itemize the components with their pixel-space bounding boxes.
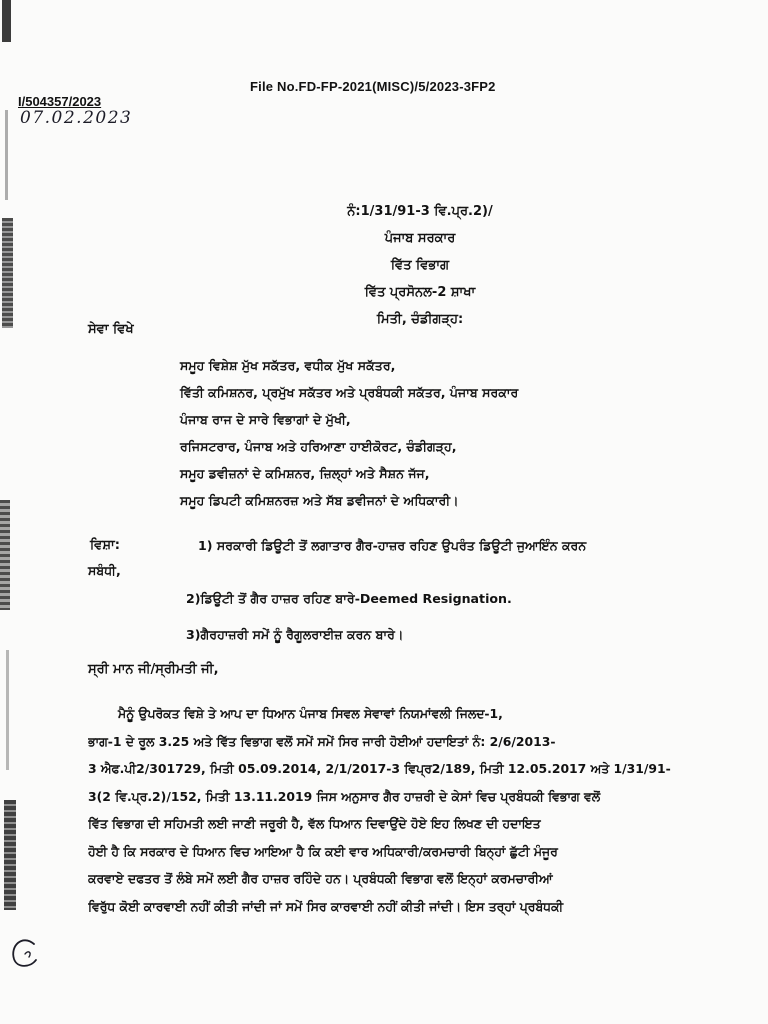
reference-number: ਨੰ:1/31/91-3 ਵਿ.ਪ੍ਰ.2)/ <box>347 204 493 219</box>
subject-item-1: 1) ਸਰਕਾਰੀ ਡਿਊਟੀ ਤੋਂ ਲਗਾਤਾਰ ਗੈਰ-ਹਾਜ਼ਰ ਰਹਿਣ ਉਪਰੰਤ ਡਿਊਟੀ ਜੁਆਇੰਨ ਕਰਨ <box>198 538 587 553</box>
body-line: ਵਿੱਤ ਵਿਭਾਗ ਦੀ ਸਹਿਮਤੀ ਲਈ ਜਾਣੀ ਜਰੂਰੀ ਹੈ, ਵੱਲ ਧਿਆਨ ਦਿਵਾਉਂਦੇ ਹੋਏ ਇਹ ਲਿਖਣ ਦੀ ਹਦਾਇਤ <box>88 816 541 831</box>
addressee-line: ਸਮੂਹ ਵਿਸ਼ੇਸ਼ ਮੁੱਖ ਸਕੱਤਰ, ਵਧੀਕ ਮੁੱਖ ਸਕੱਤਰ, <box>180 358 396 373</box>
department-name: ਵਿੱਤ ਵਿਭਾਗ <box>390 258 450 273</box>
subject-item-3: 3)ਗੈਰਹਾਜ਼ਰੀ ਸਮੇਂ ਨੂੰ ਰੈਗੂਲਰਾਈਜ਼ ਕਰਨ ਬਾਰੇ। <box>186 627 404 642</box>
scan-edge-mark <box>2 218 13 328</box>
seva-vikhe-label: ਸੇਵਾ ਵਿਖੇ <box>88 322 134 337</box>
scan-edge-mark <box>4 800 16 910</box>
handwritten-date: 07.02.2023 <box>20 108 133 128</box>
addressee-list <box>180 352 518 514</box>
salutation: ਸ੍ਰੀ ਮਾਨ ਜੀ/ਸ੍ਰੀਮਤੀ ਜੀ, <box>88 662 219 677</box>
inward-number: I/504357/2023 <box>18 94 102 109</box>
body-paragraph <box>88 700 700 920</box>
scan-edge-mark <box>6 650 9 770</box>
subject-item-2: 2)ਡਿਊਟੀ ਤੋਂ ਗੈਰ ਹਾਜ਼ਰ ਰਹਿਣ ਬਾਰੇ-Deemed Resignation. <box>186 591 512 606</box>
body-line: 3 ਐਫ.ਪੀ2/301729, ਮਿਤੀ 05.09.2014, 2/1/2017-3 ਵਿਪ੍ਰ2/189, ਮਿਤੀ 12.05.2017 ਅਤੇ 1/31/91- <box>88 761 671 776</box>
government-name: ਪੰਜਾਬ ਸਰਕਾਰ <box>384 231 456 246</box>
body-line: ਵਿਰੁੱਧ ਕੋਈ ਕਾਰਵਾਈ ਨਹੀਂ ਕੀਤੀ ਜਾਂਦੀ ਜਾਂ ਸਮੇਂ ਸਿਰ ਕਾਰਵਾਈ ਨਹੀਂ ਕੀਤੀ ਜਾਂਦੀ। ਇਸ ਤਰ੍ਹਾਂ ਪ੍ਰਬੰਧਕੀ <box>88 898 564 914</box>
body-line: ਕਰਵਾਏ ਦਫਤਰ ਤੋਂ ਲੰਬੇ ਸਮੇਂ ਲਈ ਗੈਰ ਹਾਜ਼ਰ ਰਹਿੰਦੇ ਹਨ। ਪ੍ਰਬੰਧਕੀ ਵਿਭਾਗ ਵਲੋਂ ਇਨ੍ਹਾਂ ਕਰਮਚਾਰੀਆਂ <box>88 871 553 886</box>
scan-edge-mark <box>0 500 10 610</box>
addressee-line: ਸਮੂਹ ਡਵੀਜ਼ਨਾਂ ਦੇ ਕਮਿਸ਼ਨਰ, ਜ਼ਿਲ੍ਹਾਂ ਅਤੇ ਸੈਸ਼ਨ ਜੱਜ, <box>180 466 430 481</box>
scan-edge-mark <box>5 110 8 200</box>
body-line: ਭਾਗ-1 ਦੇ ਰੂਲ 3.25 ਅਤੇ ਵਿੱਤ ਵਿਭਾਗ ਵਲੋਂ ਸਮੇਂ ਸਮੇਂ ਸਿਰ ਜਾਰੀ ਹੋਈਆਂ ਹਦਾਇਤਾਂ ਨੰ: 2/6/2013- <box>88 733 556 749</box>
subject-item-1-continuation: ਸਬੰਧੀ, <box>88 563 121 578</box>
file-number: File No.FD-FP-2021(MISC)/5/2023-3FP2 <box>250 79 496 94</box>
handwritten-initial-icon <box>8 932 42 972</box>
scan-edge-mark <box>2 0 11 42</box>
addressee-line: ਰਜਿਸਟਰਾਰ, ਪੰਜਾਬ ਅਤੇ ਹਰਿਆਣਾ ਹਾਈਕੋਰਟ, ਚੰਡੀਗੜ੍ਹ, <box>180 439 457 454</box>
body-line: ਹੋਈ ਹੈ ਕਿ ਸਰਕਾਰ ਦੇ ਧਿਆਨ ਵਿਚ ਆਇਆ ਹੈ ਕਿ ਕਈ ਵਾਰ ਅਧਿਕਾਰੀ/ਕਰਮਚਾਰੀ ਬਿਨ੍ਹਾਂ ਛੁੱਟੀ ਮੰਜੂਰ <box>88 843 558 859</box>
addressee-line: ਵਿੱਤੀ ਕਮਿਸ਼ਨਰ, ਪ੍ਰਮੁੱਖ ਸਕੱਤਰ ਅਤੇ ਪ੍ਰਬੰਧਕੀ ਸਕੱਤਰ, ਪੰਜਾਬ ਸਰਕਾਰ <box>180 385 519 400</box>
addressee-line: ਪੰਜਾਬ ਰਾਜ ਦੇ ਸਾਰੇ ਵਿਭਾਗਾਂ ਦੇ ਮੁੱਖੀ, <box>180 412 351 427</box>
letter-header <box>310 198 530 333</box>
addressee-line: ਸਮੂਹ ਡਿਪਟੀ ਕਮਿਸ਼ਨਰਜ਼ ਅਤੇ ਸੱਬ ਡਵੀਜਨਾਂ ਦੇ ਅਧਿਕਾਰੀ। <box>180 493 459 508</box>
date-place: ਮਿਤੀ, ਚੰਡੀਗੜ੍ਹ: <box>376 312 464 327</box>
branch-name: ਵਿੱਤ ਪ੍ਰਸੋਨਲ-2 ਸ਼ਾਖਾ <box>364 285 476 300</box>
body-line: 3(2 ਵਿ.ਪ੍ਰ.2)/152, ਮਿਤੀ 13.11.2019 ਜਿਸ ਅਨੁਸਾਰ ਗੈਰ ਹਾਜ਼ਰੀ ਦੇ ਕੇਸਾਂ ਵਿਚ ਪ੍ਰਬੰਧਕੀ ਵਿਭਾਗ ਵਲੋਂ <box>88 788 601 804</box>
subject-label: ਵਿਸ਼ਾ: <box>90 538 120 553</box>
body-line: ਮੈਨੂੰ ਉਪਰੋਕਤ ਵਿਸ਼ੇ ਤੇ ਆਪ ਦਾ ਧਿਆਨ ਪੰਜਾਬ ਸਿਵਲ ਸੇਵਾਵਾਂ ਨਿਯਮਾਂਵਲੀ ਜਿਲਦ-1, <box>118 706 503 721</box>
